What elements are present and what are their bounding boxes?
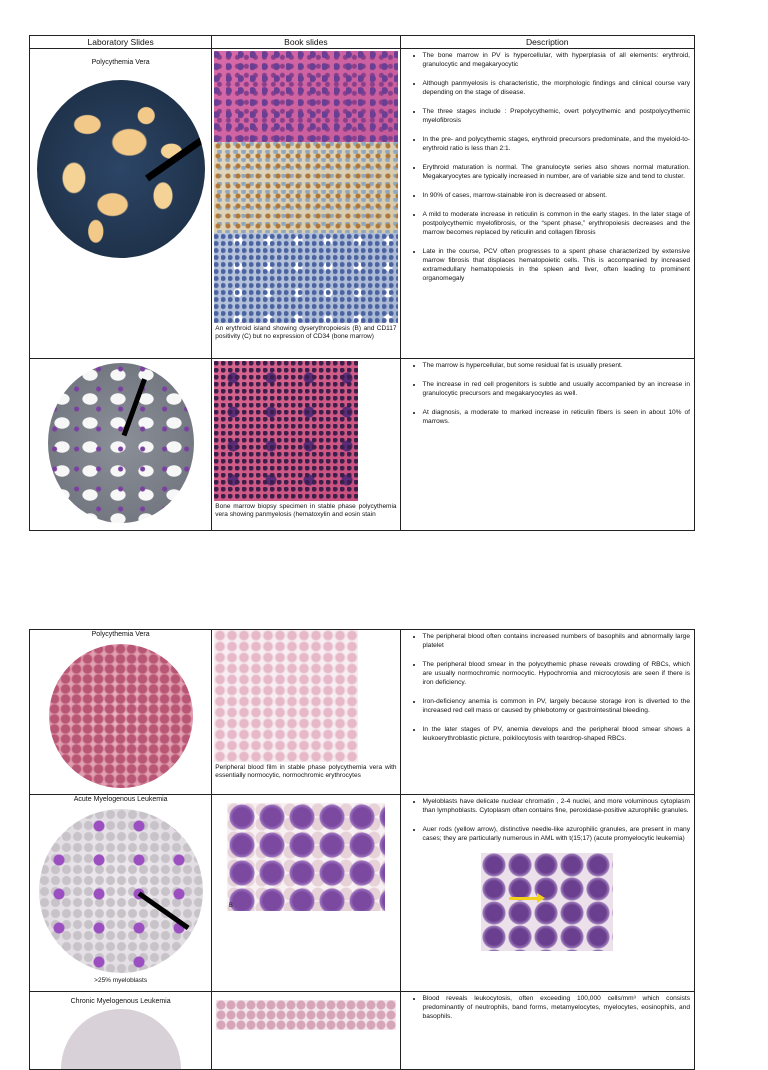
he-panmyelosis-image xyxy=(214,361,358,501)
lab-slide-title: Chronic Myelogenous Leukemia xyxy=(70,998,171,1005)
table-row xyxy=(30,992,695,1070)
description-item: • In the later stages of PV, anemia develops and the peripheral blood smear shows a leukoerythroblastic picture, poikilocytosis with teardrop-shaped RBCs. xyxy=(423,725,690,743)
lab-slide-cell xyxy=(30,992,212,1070)
description-item: • In the pre- and polycythemic stages, erythroid precursors predominate, and the myeloid-to-erythroid ratio is less than 2:1. xyxy=(423,135,690,153)
description-item: • The three stages include : Prepolycythemic, overt polycythemic and postpolycythemic myelofibrosis xyxy=(423,107,690,125)
table-row xyxy=(30,359,695,531)
lab-slide-title: Polycythemia Vera xyxy=(91,59,150,66)
description-cell xyxy=(400,992,694,1070)
description-list xyxy=(401,797,690,843)
book-slide-cell xyxy=(212,359,400,531)
table-pv-peripheral-blood xyxy=(29,629,695,1070)
table-pv-bone-marrow xyxy=(29,35,695,531)
description-item: • The marrow is hypercellular, but some residual fat is usually present. xyxy=(423,361,690,370)
lab-slide-title: Acute Myelogenous Leukemia xyxy=(73,796,168,803)
description-item: • Late in the course, PCV often progresses to a spent phase characterized by extensive marrow fibrosis that displaces hematopoietic cells. This is accompanied by increased extramedullary hematopoiesis in the spleen and liver, often leading to prominent organomegaly xyxy=(423,247,690,283)
he-stain-image xyxy=(214,51,397,142)
description-item: • Erythroid maturation is normal. The granulocyte series also shows normal maturation. Megakaryocytes are typically increased in number, are of variable size and tend to cluster. xyxy=(423,163,690,181)
description-item: • The peripheral blood often contains increased numbers of basophils and abnormally large platelet xyxy=(423,632,690,650)
book-slide-caption: Bone marrow biopsy specimen in stable phase polycythemia vera showing panmyelosis (hematoxylin and eosin stain xyxy=(215,503,397,518)
description-cell xyxy=(400,359,694,531)
description-item: • Blood reveals leukocytosis, often exceeding 100,000 cells/mm³ which consists predominantly of neutrophils, band forms, metamyelocytes, myelocytes, eosinophils, and basophils. xyxy=(423,994,690,1021)
cml-blood-image xyxy=(216,1000,395,1030)
lab-slide-cell xyxy=(30,795,212,992)
description-item: • The peripheral blood smear in the polycythemic phase reveals crowding of RBCs, which are usually normochromic normocytic. Hypochromia and microcytosis are seen if there is iron deficiency. xyxy=(423,660,690,687)
description-item: • Although panmyelosis is characteristic, the morphologic findings and clinical course vary depending on the stage of disease. xyxy=(423,79,690,97)
description-item: • Iron-deficiency anemia is common in PV, largely because storage iron is diverted to the increased red cell mass or caused by phlebotomy or gastrointestinal bleeding. xyxy=(423,697,690,715)
myeloblast-footnote: >25% myeloblasts xyxy=(94,977,148,984)
description-list xyxy=(401,632,690,743)
description-item: • The bone marrow in PV is hypercellular, with hyperplasia of all elements: erythroid, granulocytic and megakaryocytic xyxy=(423,51,690,69)
lab-slide-cell xyxy=(30,359,212,531)
table-header-row xyxy=(30,36,695,49)
cd117-stain-image xyxy=(214,142,397,233)
lab-slide-cell xyxy=(30,49,212,359)
bone-marrow-smear-image xyxy=(37,80,205,258)
lab-slide-cell xyxy=(30,630,212,795)
figure-label: B xyxy=(228,903,233,909)
blood-film-image xyxy=(49,644,193,788)
book-slide-cell xyxy=(212,795,400,992)
description-item: • In 90% of cases, marrow-stainable iron is decreased or absent. xyxy=(423,191,690,200)
cd34-stain-image xyxy=(214,233,397,323)
description-item: • At diagnosis, a moderate to marked increase in reticulin fibers is seen in about 10% of marrows. xyxy=(423,408,690,426)
description-cell xyxy=(400,795,694,992)
book-slide-cell xyxy=(212,992,400,1070)
description-item: • Auer rods (yellow arrow), distinctive needle-like azurophilic granules, are present in many cases; they are particularly numerous in AML with t(15;17) (acute promyelocytic leukemia) xyxy=(423,825,690,843)
description-list xyxy=(401,994,690,1021)
description-item: • Myeloblasts have delicate nuclear chromatin , 2-4 nuclei, and more voluminous cytoplasm than lymphoblasts. Cytoplasm often contains fine, peroxidase-positive azurophilic granules. xyxy=(423,797,690,815)
description-item: • The increase in red cell progenitors is subtle and usually accompanied by an increase in granulocytic precursors and megakaryocytes as well. xyxy=(423,380,690,398)
header-description: Description xyxy=(400,36,694,49)
description-list xyxy=(401,51,690,283)
description-cell xyxy=(400,49,694,359)
book-slide-cell xyxy=(212,49,400,359)
myeloblast-image xyxy=(227,803,385,911)
table-row xyxy=(30,49,695,359)
description-list xyxy=(401,361,690,426)
slide-pointer xyxy=(145,135,205,181)
table-row xyxy=(30,795,695,992)
header-laboratory-slides: Laboratory Slides xyxy=(30,36,212,49)
description-cell xyxy=(400,630,694,795)
description-item: • A mild to moderate increase in reticulin is common in the early stages. In the later stage of postpolycythemic myelofibrosis, or the “spent phase,” erythropoiesis decreases and the marrow becomes replaced by reticulin and collagen fibrosis xyxy=(423,210,690,237)
book-slide-cell xyxy=(212,630,400,795)
yellow-arrow-icon xyxy=(509,897,539,900)
auer-rod-image xyxy=(481,853,613,951)
book-slide-caption: Peripheral blood film in stable phase polycythemia vera with essentially normocytic, normochromic erythrocytes xyxy=(215,764,397,779)
book-slide-caption: An erythroid island showing dyserythropoiesis (B) and CD117 positivity (C) but no expression of CD34 (bone marrow) xyxy=(215,325,397,340)
bone-marrow-smear-image xyxy=(48,363,194,523)
table-row xyxy=(30,630,695,795)
lab-slide-title: Polycythemia Vera xyxy=(91,631,150,638)
cml-smear-image xyxy=(61,1009,181,1069)
arrow-head-icon xyxy=(537,893,545,903)
header-book-slides: Book slides xyxy=(212,36,400,49)
peripheral-blood-image xyxy=(214,630,358,762)
slide-pointer xyxy=(121,378,146,436)
aml-smear-image xyxy=(39,809,203,973)
slide-pointer xyxy=(137,891,189,930)
